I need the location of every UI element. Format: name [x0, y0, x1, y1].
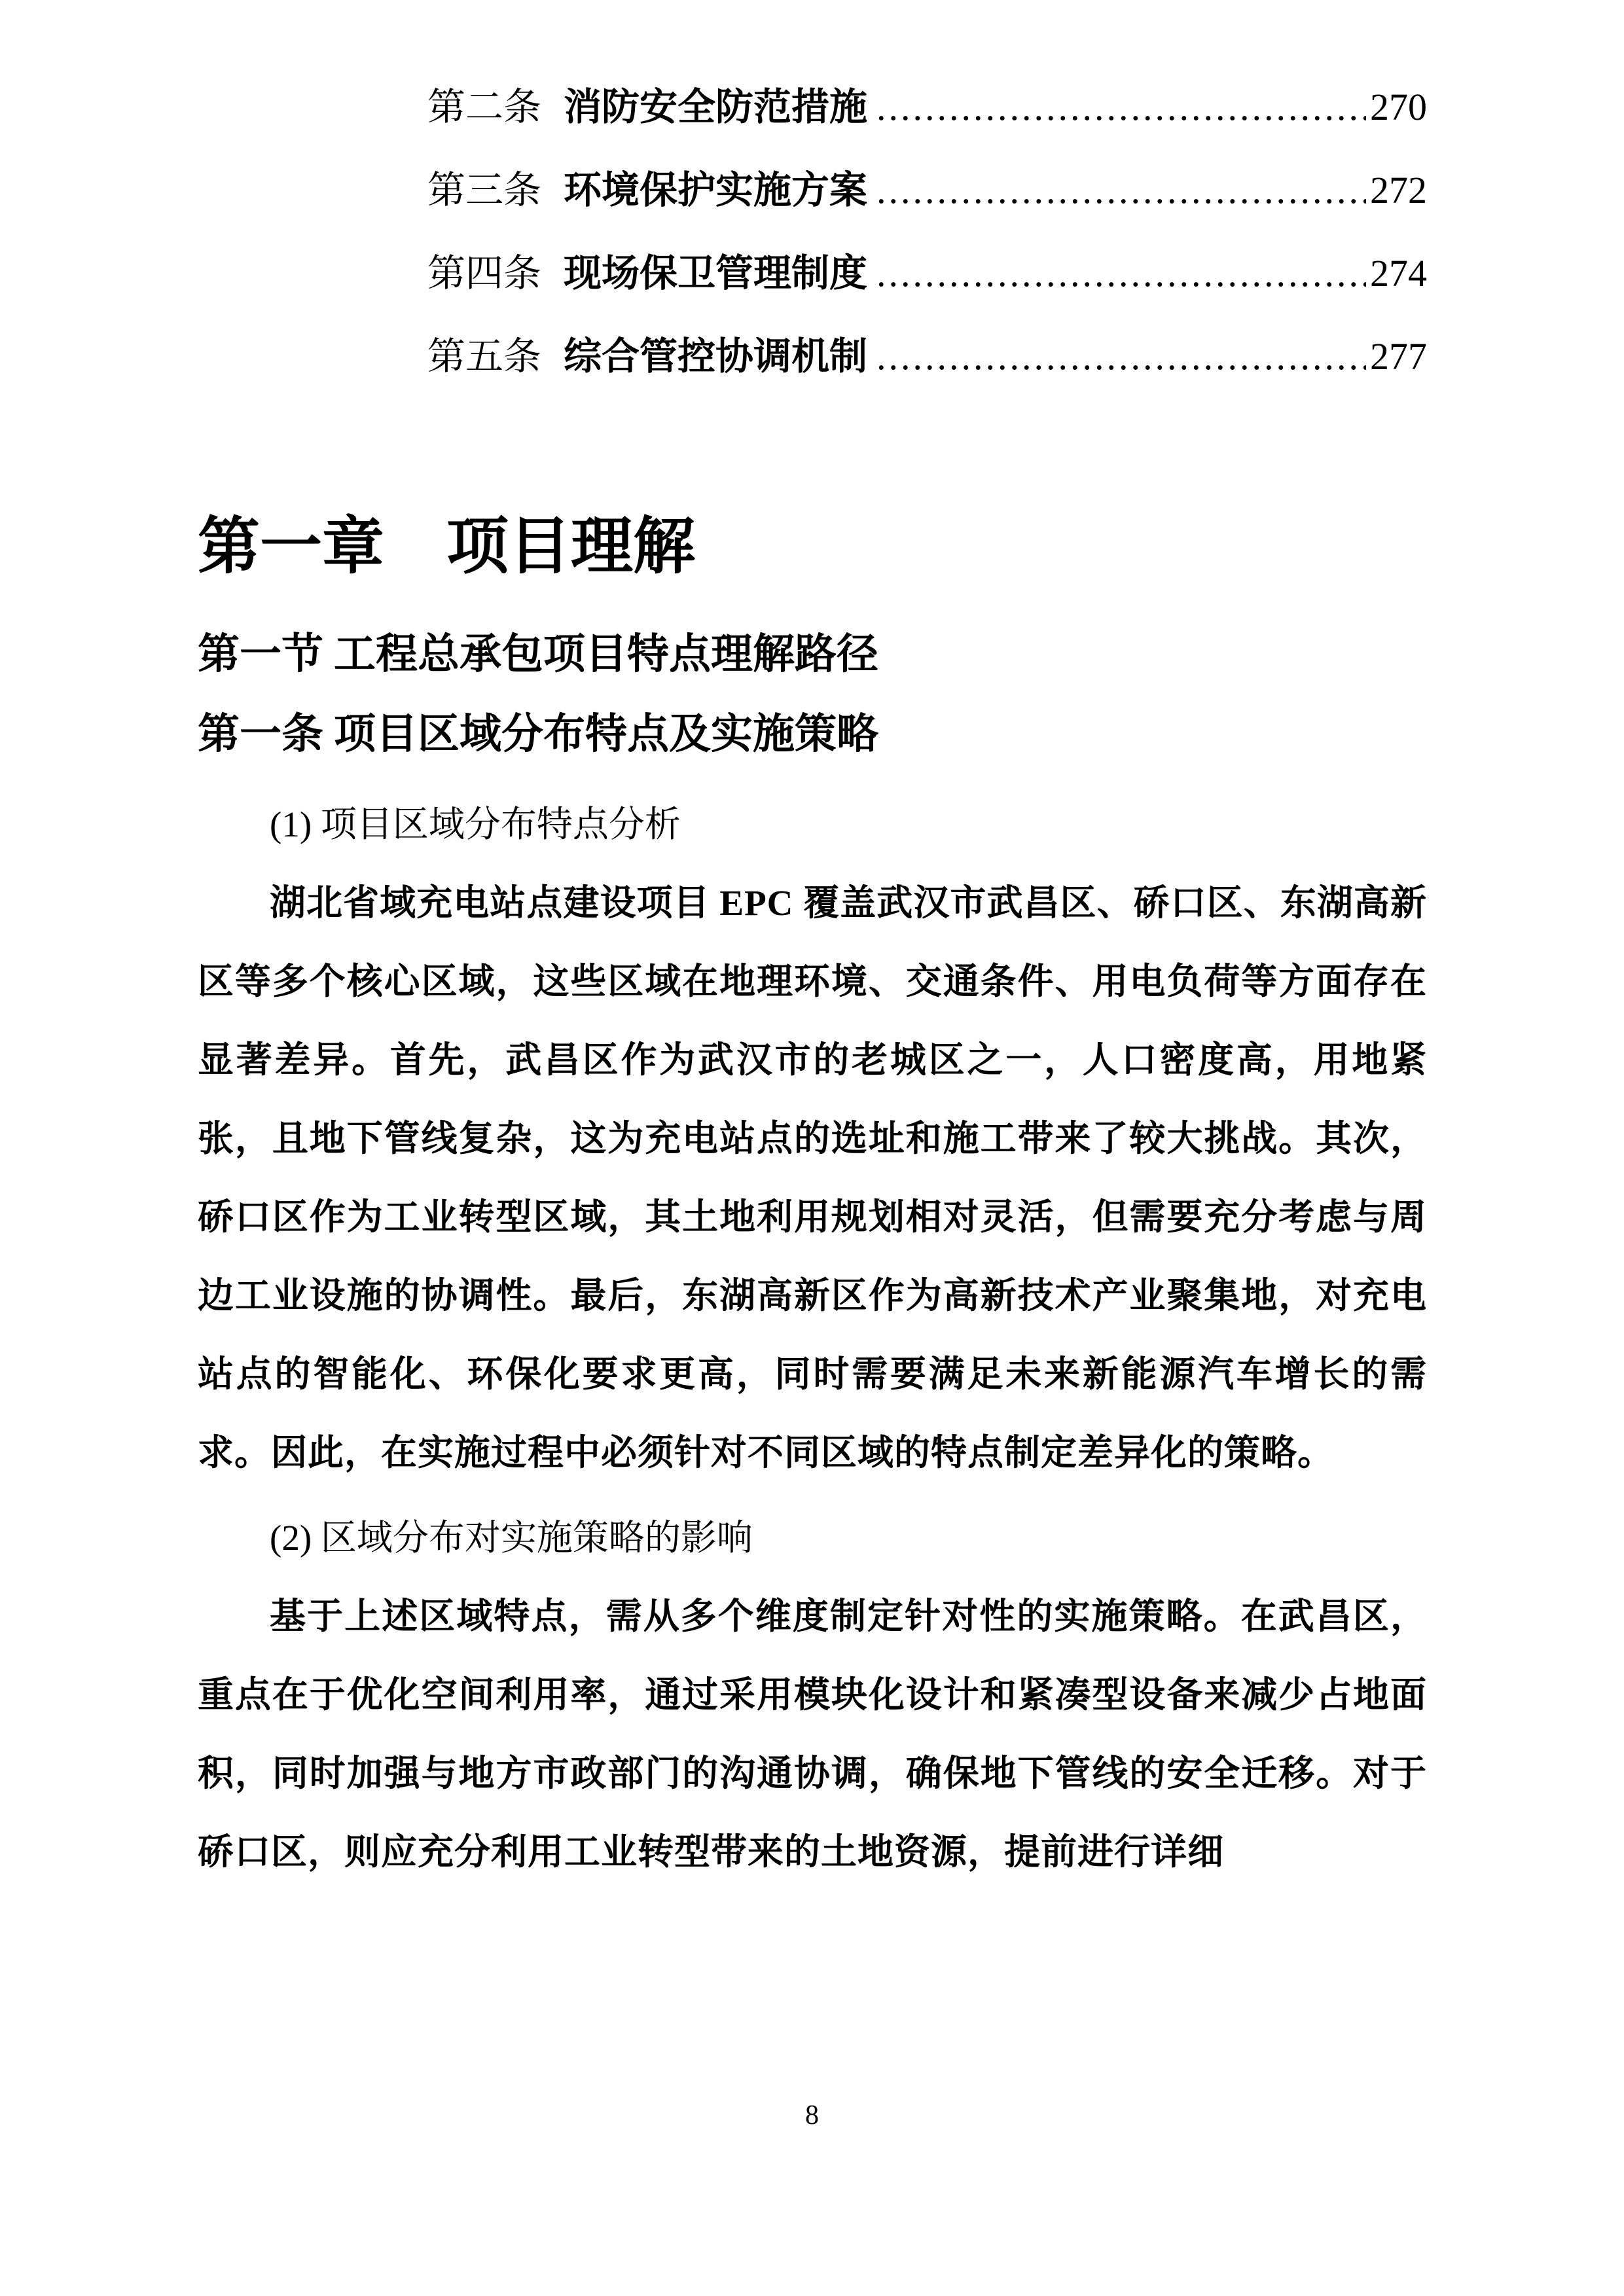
- toc-entry-label: 第三条: [427, 169, 542, 211]
- toc-entry-title: 消防安全防范措施: [564, 86, 868, 128]
- list-item-heading: (1) 项目区域分布特点分析: [270, 804, 681, 844]
- toc-dot-leader: [876, 149, 1366, 232]
- toc-entry-page-number: 272: [1370, 169, 1427, 211]
- page-number: 8: [805, 2100, 819, 2130]
- toc-entry-title: 环境保护实施方案: [564, 169, 868, 211]
- toc-dot-leader: [876, 315, 1366, 398]
- chapter-heading: 第一章 项目理解: [198, 512, 696, 581]
- toc-entry-page-number: 277: [1370, 335, 1427, 378]
- toc-entry-page-number: 270: [1370, 86, 1427, 128]
- body-text: [198, 785, 1427, 1892]
- toc-entry-label: 第四条: [427, 252, 542, 295]
- table-of-contents: [427, 65, 1427, 398]
- article-heading: 第一条 项目区域分布特点及实施策略: [198, 711, 878, 757]
- body-paragraph: 基于上述区域特点，需从多个维度制定针对性的实施策略。在武昌区，重点在于优化空间利用率，通过采用模块化设计和紧凑型设备来减少占地面积，同时加强与地方市政部门的沟通协调，确保地下管线的安全迁移。对于硚口区，则应充分利用工业转型带来的土地资源，提前进行详细: [198, 1596, 1427, 1872]
- toc-entry: [427, 315, 1427, 398]
- list-item-heading: (2) 区域分布对实施策略的影响: [270, 1518, 753, 1558]
- toc-entry: [427, 65, 1427, 149]
- toc-dot-leader: [876, 65, 1366, 149]
- toc-entry-page-number: 274: [1370, 252, 1427, 295]
- toc-entry: [427, 149, 1427, 232]
- toc-entry-title: 现场保卫管理制度: [564, 252, 868, 295]
- toc-entry-label: 第五条: [427, 335, 542, 378]
- toc-entry-title: 综合管控协调机制: [564, 335, 868, 378]
- body-paragraph: 湖北省域充电站点建设项目 EPC 覆盖武汉市武昌区、硚口区、东湖高新区等多个核心区域，这些区域在地理环境、交通条件、用电负荷等方面存在显著差异。首先，武昌区作为武汉市的老城区之一，人口密度高，用地紧张，且地下管线复杂，这为充电站点的选址和施工带来了较大挑战。其次，硚口区作为工业转型区域，其土地利用规划相对灵活，但需要充分考虑与周边工业设施的协调性。最后，东湖高新区作为高新技术产业聚集地，对充电站点的智能化、环保化要求更高，同时需要满足未来新能源汽车增长的需求。因此，在实施过程中必须针对不同区域的特点制定差异化的策略。: [198, 883, 1427, 1473]
- toc-entry-label: 第二条: [427, 86, 542, 128]
- toc-dot-leader: [876, 232, 1366, 315]
- toc-entry: [427, 232, 1427, 315]
- section-heading: 第一节 工程总承包项目特点理解路径: [198, 631, 878, 677]
